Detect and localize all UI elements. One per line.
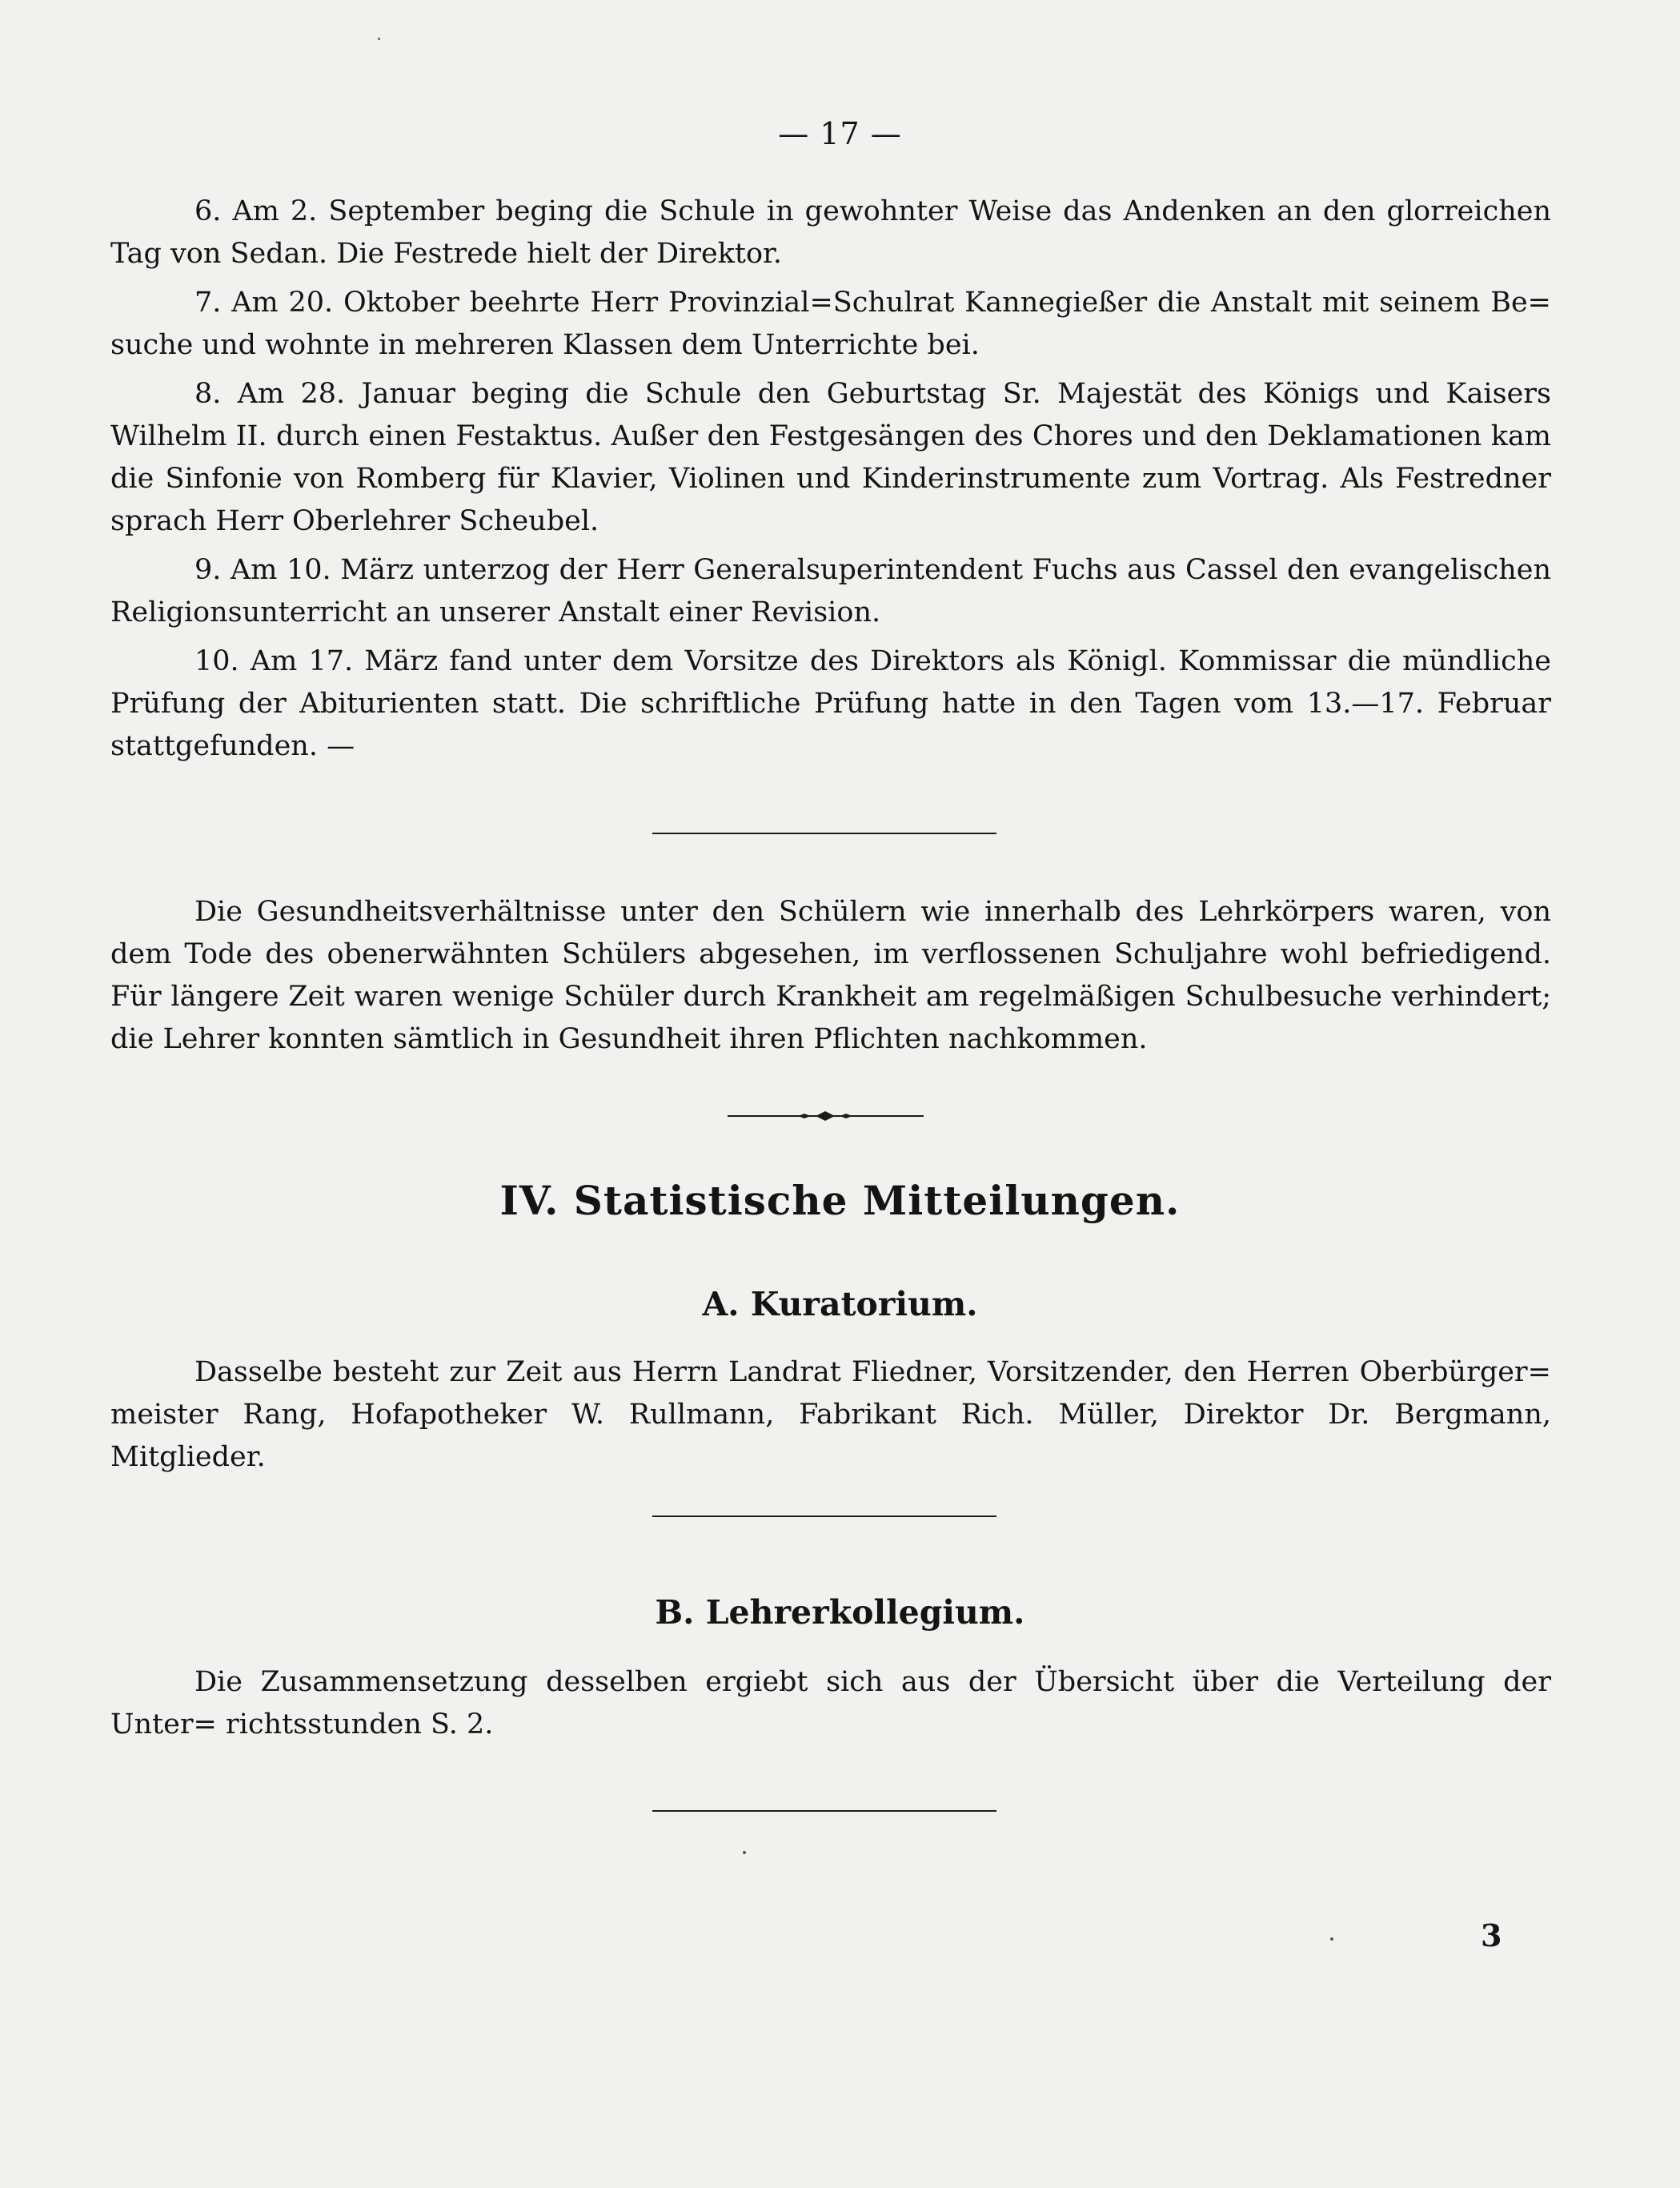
event-7-line-1: 7. Am 20. Oktober beehrte Herr Provinzial=Schulrat Kannegießer die Anstalt mit seinem Be=	[194, 287, 1551, 319]
page-number: — 17 —	[778, 116, 902, 151]
print-speck	[743, 1851, 746, 1854]
lehrerkollegium-line-2: richtsstunden S. 2.	[226, 1708, 494, 1740]
health-line-2: Tode des obenerwähnten Schülers abgesehen, im verflossenen Schuljahre wohl befriedigend. Für	[110, 938, 1551, 1013]
event-7-line-2: suche und wohnte in mehreren Klassen dem Unterrichte bei.	[110, 329, 980, 361]
event-10-paragraph	[110, 640, 1551, 768]
health-line-4: Lehrer konnten sämtlich in Gesundheit ihren Pflichten nachkommen.	[162, 1023, 1148, 1055]
print-speck	[1330, 1937, 1333, 1941]
event-8-line-4: Festredner sprach Herr Oberlehrer Scheubel.	[110, 463, 1551, 537]
event-9-paragraph	[110, 549, 1551, 634]
event-10-line-1: 10. Am 17. März fand unter dem Vorsitze des Direktors als Königl. Kommissar die mündliche	[194, 645, 1551, 677]
divider-rule-3	[652, 1810, 996, 1812]
ornament-divider	[728, 1110, 924, 1122]
event-7-paragraph	[110, 282, 1551, 367]
health-section	[110, 891, 1551, 1061]
lehrerkollegium-line-1: Die Zusammensetzung desselben ergiebt sich aus der Übersicht über die Verteilung der Unter=	[110, 1666, 1551, 1740]
divider-rule-2	[652, 1516, 996, 1517]
section-heading: IV. Statistische Mitteilungen.	[499, 1177, 1181, 1224]
event-9-line-2: Religionsunterricht an unserer Anstalt einer Revision.	[110, 596, 881, 628]
print-speck	[378, 38, 380, 40]
event-10-line-3: stattgefunden. —	[110, 730, 355, 762]
sheet-signature-mark: 3	[1481, 1917, 1502, 1953]
event-10-line-2: Prüfung der Abiturienten statt. Die schriftliche Prüfung hatte in den Tagen vom 13.—17. Februar	[110, 688, 1551, 720]
event-8-line-3: kam die Sinfonie von Romberg für Klavier, Violinen und Kinderinstrumente zum Vortrag. Als	[110, 420, 1551, 495]
health-paragraph	[110, 891, 1551, 1061]
kuratorium-line-3: Mitglieder.	[110, 1441, 266, 1473]
kuratorium-paragraph	[110, 1351, 1551, 1479]
kuratorium-heading: A. Kuratorium.	[702, 1285, 978, 1323]
health-line-3: längere Zeit waren wenige Schüler durch Krankheit am regelmäßigen Schulbesuche verhindert; die	[110, 981, 1551, 1055]
event-8-line-2: Wilhelm II. durch einen Festaktus. Außer den Festgesängen des Chores und den Deklamationen	[110, 420, 1482, 452]
event-8-paragraph	[110, 373, 1551, 543]
event-9-line-1: 9. Am 10. März unterzog der Herr Generalsuperintendent Fuchs aus Cassel den evangelischen	[194, 554, 1551, 586]
event-8-line-1: 8. Am 28. Januar beging die Schule den Geburtstag Sr. Majestät des Königs und Kaisers	[194, 378, 1551, 410]
kuratorium-section	[110, 1351, 1551, 1479]
event-6-line-2: Tag von Sedan. Die Festrede hielt der Direktor.	[110, 238, 783, 270]
events-section	[110, 191, 1551, 768]
lehrerkollegium-heading: B. Lehrerkollegium.	[655, 1593, 1025, 1632]
event-6-line-1: 6. Am 2. September beging die Schule in gewohnter Weise das Andenken an den glorreichen	[194, 195, 1551, 227]
kuratorium-line-2: meister Rang, Hofapotheker W. Rullmann, Fabrikant Rich. Müller, Direktor Dr. Bergmann,	[110, 1399, 1551, 1431]
health-line-1: Die Gesundheitsverhältnisse unter den Schülern wie innerhalb des Lehrkörpers waren, von dem	[110, 896, 1551, 970]
lehrerkollegium-paragraph	[110, 1661, 1551, 1746]
lehrerkollegium-section	[110, 1661, 1551, 1746]
event-6-paragraph	[110, 191, 1551, 275]
divider-rule-1	[652, 833, 996, 834]
kuratorium-line-1: Dasselbe besteht zur Zeit aus Herrn Landrat Fliedner, Vorsitzender, den Herren Oberbürger=	[194, 1356, 1551, 1388]
